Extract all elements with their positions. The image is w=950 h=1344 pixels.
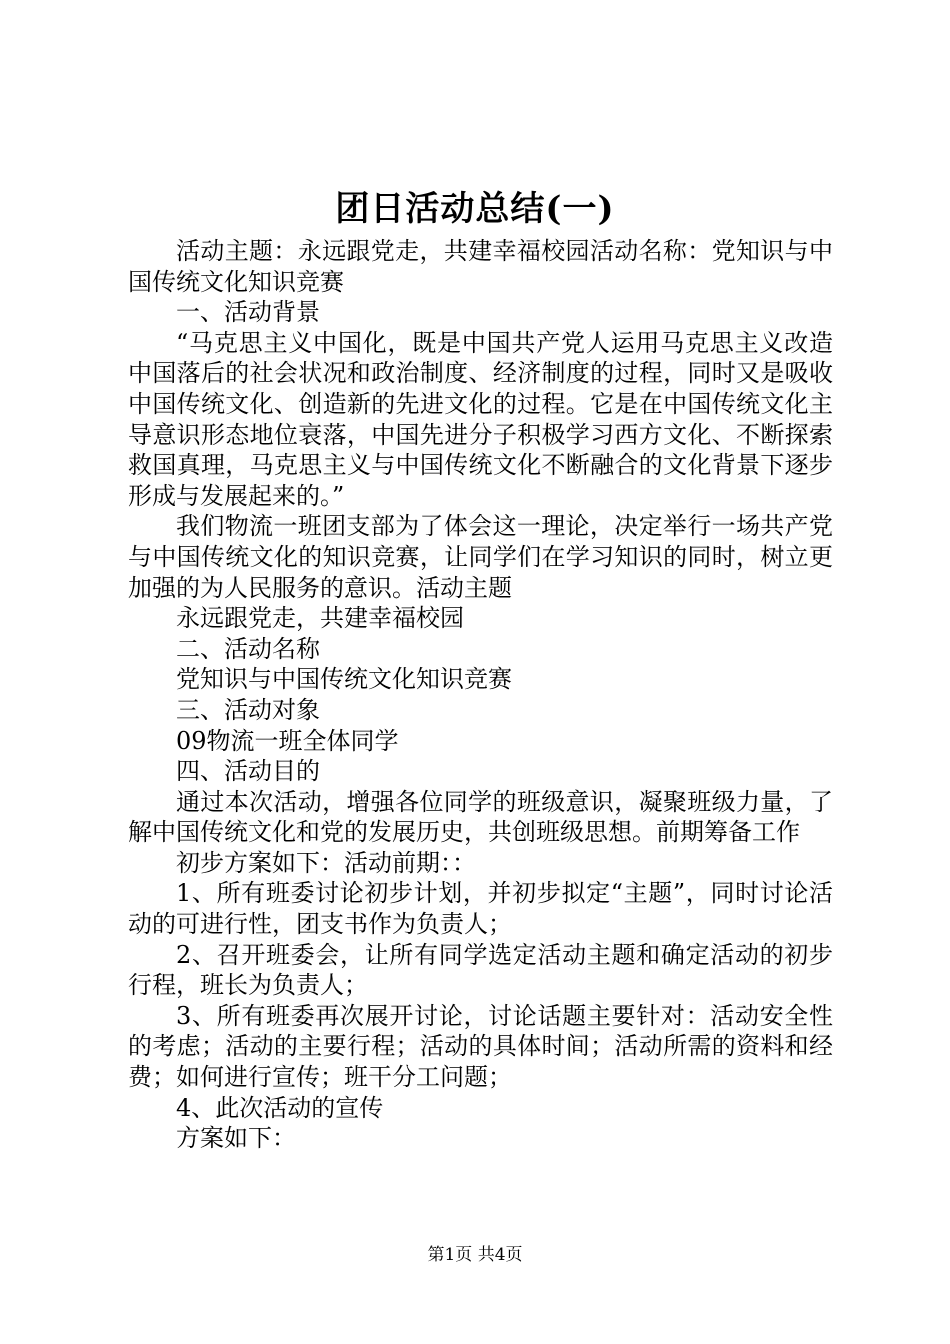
section-heading: 四、活动目的: [176, 757, 320, 786]
section-heading: 一、活动背景: [176, 298, 320, 327]
list-item: 3、所有班委再次展开讨论，讨论话题主要针对：活动安全性的考虑；活动的主要行程；活动的具体时间；活动所需的资料和经费；如何进行宣传；班干分工问题；: [128, 1001, 833, 1092]
list-item: 1、所有班委讨论初步计划，并初步拟定“主题”，同时讨论活动的可进行性，团支书作为负责人；: [128, 879, 833, 939]
paragraph: 永远跟党走，共建幸福校园: [176, 604, 464, 633]
paragraph: 我们物流一班团支部为了体会这一理论，决定举行一场共产党与中国传统文化的知识竞赛，让同学们在学习知识的同时，树立更加强的为人民服务的意识。活动主题: [128, 512, 833, 602]
page-footer: 第1页 共4页: [427, 1245, 523, 1265]
section-heading: 二、活动名称: [176, 634, 320, 663]
paragraph: “马克思主义中国化，既是中国共产党人运用马克思主义改造中国落后的社会状况和政治制度、经济制度的过程，同时又是吸收中国传统文化、创造新的先进文化的过程。它是在中国传统文化主导意识形态地位衰落，中国先进分子积极学习西方文化、不断探索救国真理，马克思主义与中国传统文化不断融合的文化背景下逐步形成与发展起来的。”: [128, 328, 833, 510]
section-heading: 三、活动对象: [176, 695, 320, 724]
paragraph: 方案如下：: [176, 1124, 296, 1153]
paragraph: 通过本次活动，增强各位同学的班级意识，凝聚班级力量，了解中国传统文化和党的发展历史，共创班级思想。前期筹备工作: [128, 787, 833, 847]
paragraph: 党知识与中国传统文化知识竞赛: [176, 665, 512, 694]
document-body: [128, 236, 833, 1154]
list-item: 2、召开班委会，让所有同学选定活动主题和确定活动的初步行程，班长为负责人；: [128, 940, 833, 1000]
paragraph: 初步方案如下：活动前期：：: [176, 848, 476, 877]
paragraph: 09物流一班全体同学: [176, 726, 399, 755]
document-title: 团日活动总结(一): [335, 189, 615, 229]
paragraph: 活动主题：永远跟党走，共建幸福校园活动名称：党知识与中国传统文化知识竞赛: [128, 237, 833, 296]
list-item: 4、此次活动的宣传: [176, 1093, 384, 1122]
